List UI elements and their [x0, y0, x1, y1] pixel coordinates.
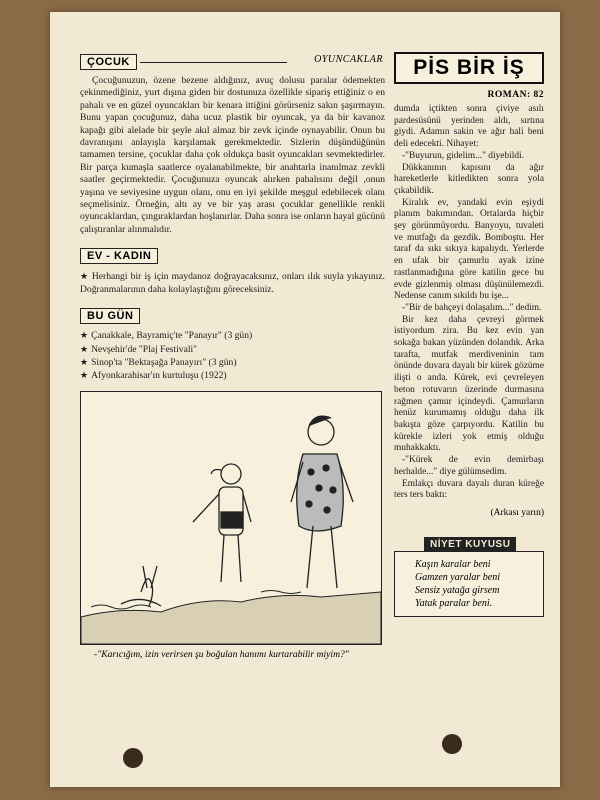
newspaper-page — [50, 12, 560, 787]
star-icon: ★ — [80, 370, 89, 381]
niyet-poem — [394, 551, 544, 617]
bugun-item-text: Nevşehir'de "Plaj Festivali" — [91, 343, 198, 355]
bugun-section-label: BU GÜN — [80, 308, 140, 324]
poem-line: Gamzen yaralar beni — [415, 571, 500, 583]
novel-paragraph: Kiralık ev, yandaki evin eşiydi planım bakımından. Ortalarda hiçbir şey görünmüyordu. Banyoyu, tuvaleti ve mutfağı da gezdik. Bomboştu. Her taraf da sıkı sıkıya kapalıydı. Yerlerde en ufak bir çamurlu ayak izine rastlanmadığına göre katilin gece bu evde gizlenmiş olması düşünülemezdi. Nedense canım sıkıldı bu işe... — [394, 197, 544, 302]
novel-text — [394, 104, 544, 502]
evkadin-text — [80, 270, 385, 296]
novel-paragraph: Emlakçı duvara dayalı duran küreğe ters ters baktı: — [394, 478, 544, 501]
bugun-item-text: Sinop'ta "Bektaşağa Panayırı" (3 gün) — [91, 356, 237, 368]
evkadin-text-content: Herhangi bir iş için maydanoz doğrayacaksınız, onları ılık suyla yıkayınız. Doğranmalarının daha kolaylaştığını göreceksiniz. — [80, 271, 385, 295]
punch-hole — [442, 734, 462, 754]
cartoon-caption: -"Karıcığım, izin verirsen şu boğulan hanımı kurtarabilir miyim?" — [94, 648, 349, 660]
left-column — [80, 52, 385, 661]
novel-paragraph: -"Bir de bahçeyi dolaşalım..." dedim. — [402, 302, 542, 313]
list-item — [80, 356, 385, 369]
list-item — [80, 343, 385, 356]
cartoon-drawing — [81, 392, 381, 644]
star-icon: ★ — [80, 343, 89, 354]
novel-title: PİS BİR İŞ — [394, 52, 544, 84]
novel-paragraph: Dükkanının kapısını da ağır hareketlerle kitledikten sonra yola çıkabildik. — [394, 162, 544, 196]
bugun-list — [80, 329, 385, 383]
cocuk-header — [80, 52, 385, 74]
cartoon-illustration — [80, 391, 382, 645]
bugun-item-text: Çanakkale, Bayramiç'te "Panayır" (3 gün) — [91, 330, 253, 342]
poem-line: Sensiz yatağa girsem — [415, 584, 500, 596]
list-item — [80, 329, 385, 342]
novel-paragraph: dumda içtikten sonra çiviye asılı pardesüsünü yerinden aldı, sırtına giydi. Adamın sakin ve ağır hali beni deli edecekti. Nihayet: — [394, 104, 544, 150]
continued-note: (Arkası yarın) — [490, 507, 544, 518]
evkadin-section — [80, 246, 385, 296]
poem-line: Yatak paralar beni. — [415, 597, 493, 609]
evkadin-section-label: EV - KADIN — [80, 248, 158, 264]
cocuk-section-label: ÇOCUK — [80, 54, 137, 70]
star-icon: ★ — [80, 271, 89, 282]
cocuk-article-title: OYUNCAKLAR — [314, 54, 383, 65]
punch-hole — [123, 748, 143, 768]
star-icon: ★ — [80, 330, 89, 341]
bugun-section — [80, 306, 385, 383]
bugun-item-text: Afyonkarahisar'ın kurtuluşu (1922) — [91, 370, 227, 382]
novel-paragraph: -"Buyurun, gidelim..." diyebildi. — [402, 150, 524, 161]
niyet-section-label: NİYET KUYUSU — [424, 537, 516, 552]
right-column — [394, 52, 544, 617]
novel-paragraph: Bir kez daha çevreyi görmek istiyordum zira. Bu kez evin yan sokağa bakan yüzünden dolandık. Arka tarafta, mutfak merdiveninin tam önünde duvara dayalı bir kürek gözüme ilişti o anda. Kürek, evi çevreleyen beton rotuvarın üzerinde durmasına rağmen çamur içindeydi. Çamurların henüz kurumamış olduğu daha ilk bakışta göze çarpıyordu. Katilin bu kürekle izleri yok etmiş olduğu muhakkaktı. — [394, 314, 544, 454]
niyet-section — [394, 534, 544, 617]
list-item — [80, 369, 385, 382]
novel-paragraph: -"Kürek de evin demirbaşı herhalde..." diye gülümsedim. — [394, 455, 544, 477]
star-icon: ★ — [80, 356, 89, 367]
poem-line: Kaşın karalar beni — [415, 558, 491, 570]
cocuk-article-text: Çocuğunuzun, özene bezene aldığınız, avuç dolusu paralar ödemekten çekinmediğiniz, yurt dışına giden bir dostunuza özellikle sipariş ettiğiniz o en pahalı ve en güzel oyuncakları bir kenara ittiğini görürseniz sakın şaşırmayın. Bunu yapan çocuğunuz, daha ucuz plastik bir oyuncak, ya da bir kavanoz kapağı gibi alelade bir şeyle akıl almaz bir zevk içinde oynayabilir. Onun bu davranışını anlayışla karşılamak gerekmektedir. Sizlerin düşündüğünün tamamen tersine, çocuklar daha çok oldukça basit oyuncakları sevmektedirler. Bir parça kumaşla saatlerce oyalanabilmekte, bir anahtarla inanılmaz zevkli saatler geçirmektedir. Çocuğunuza oyuncak alırken pahalısını değil ,onun yaşına ve seviyesine uygun olanı, onu en iyi şekilde meşgul edebilecek olanı seçmelisiniz. Örneğin, altı ay ve bir yaş arası çocuklar genellikle renkli oyuncaklardan, çıngıraklardan hoşlanırlar. Daha sonra ise onların hayal gücünü çalıştıranlar alınmalıdır. — [80, 75, 385, 235]
novel-episode: ROMAN: 82 — [487, 90, 544, 100]
